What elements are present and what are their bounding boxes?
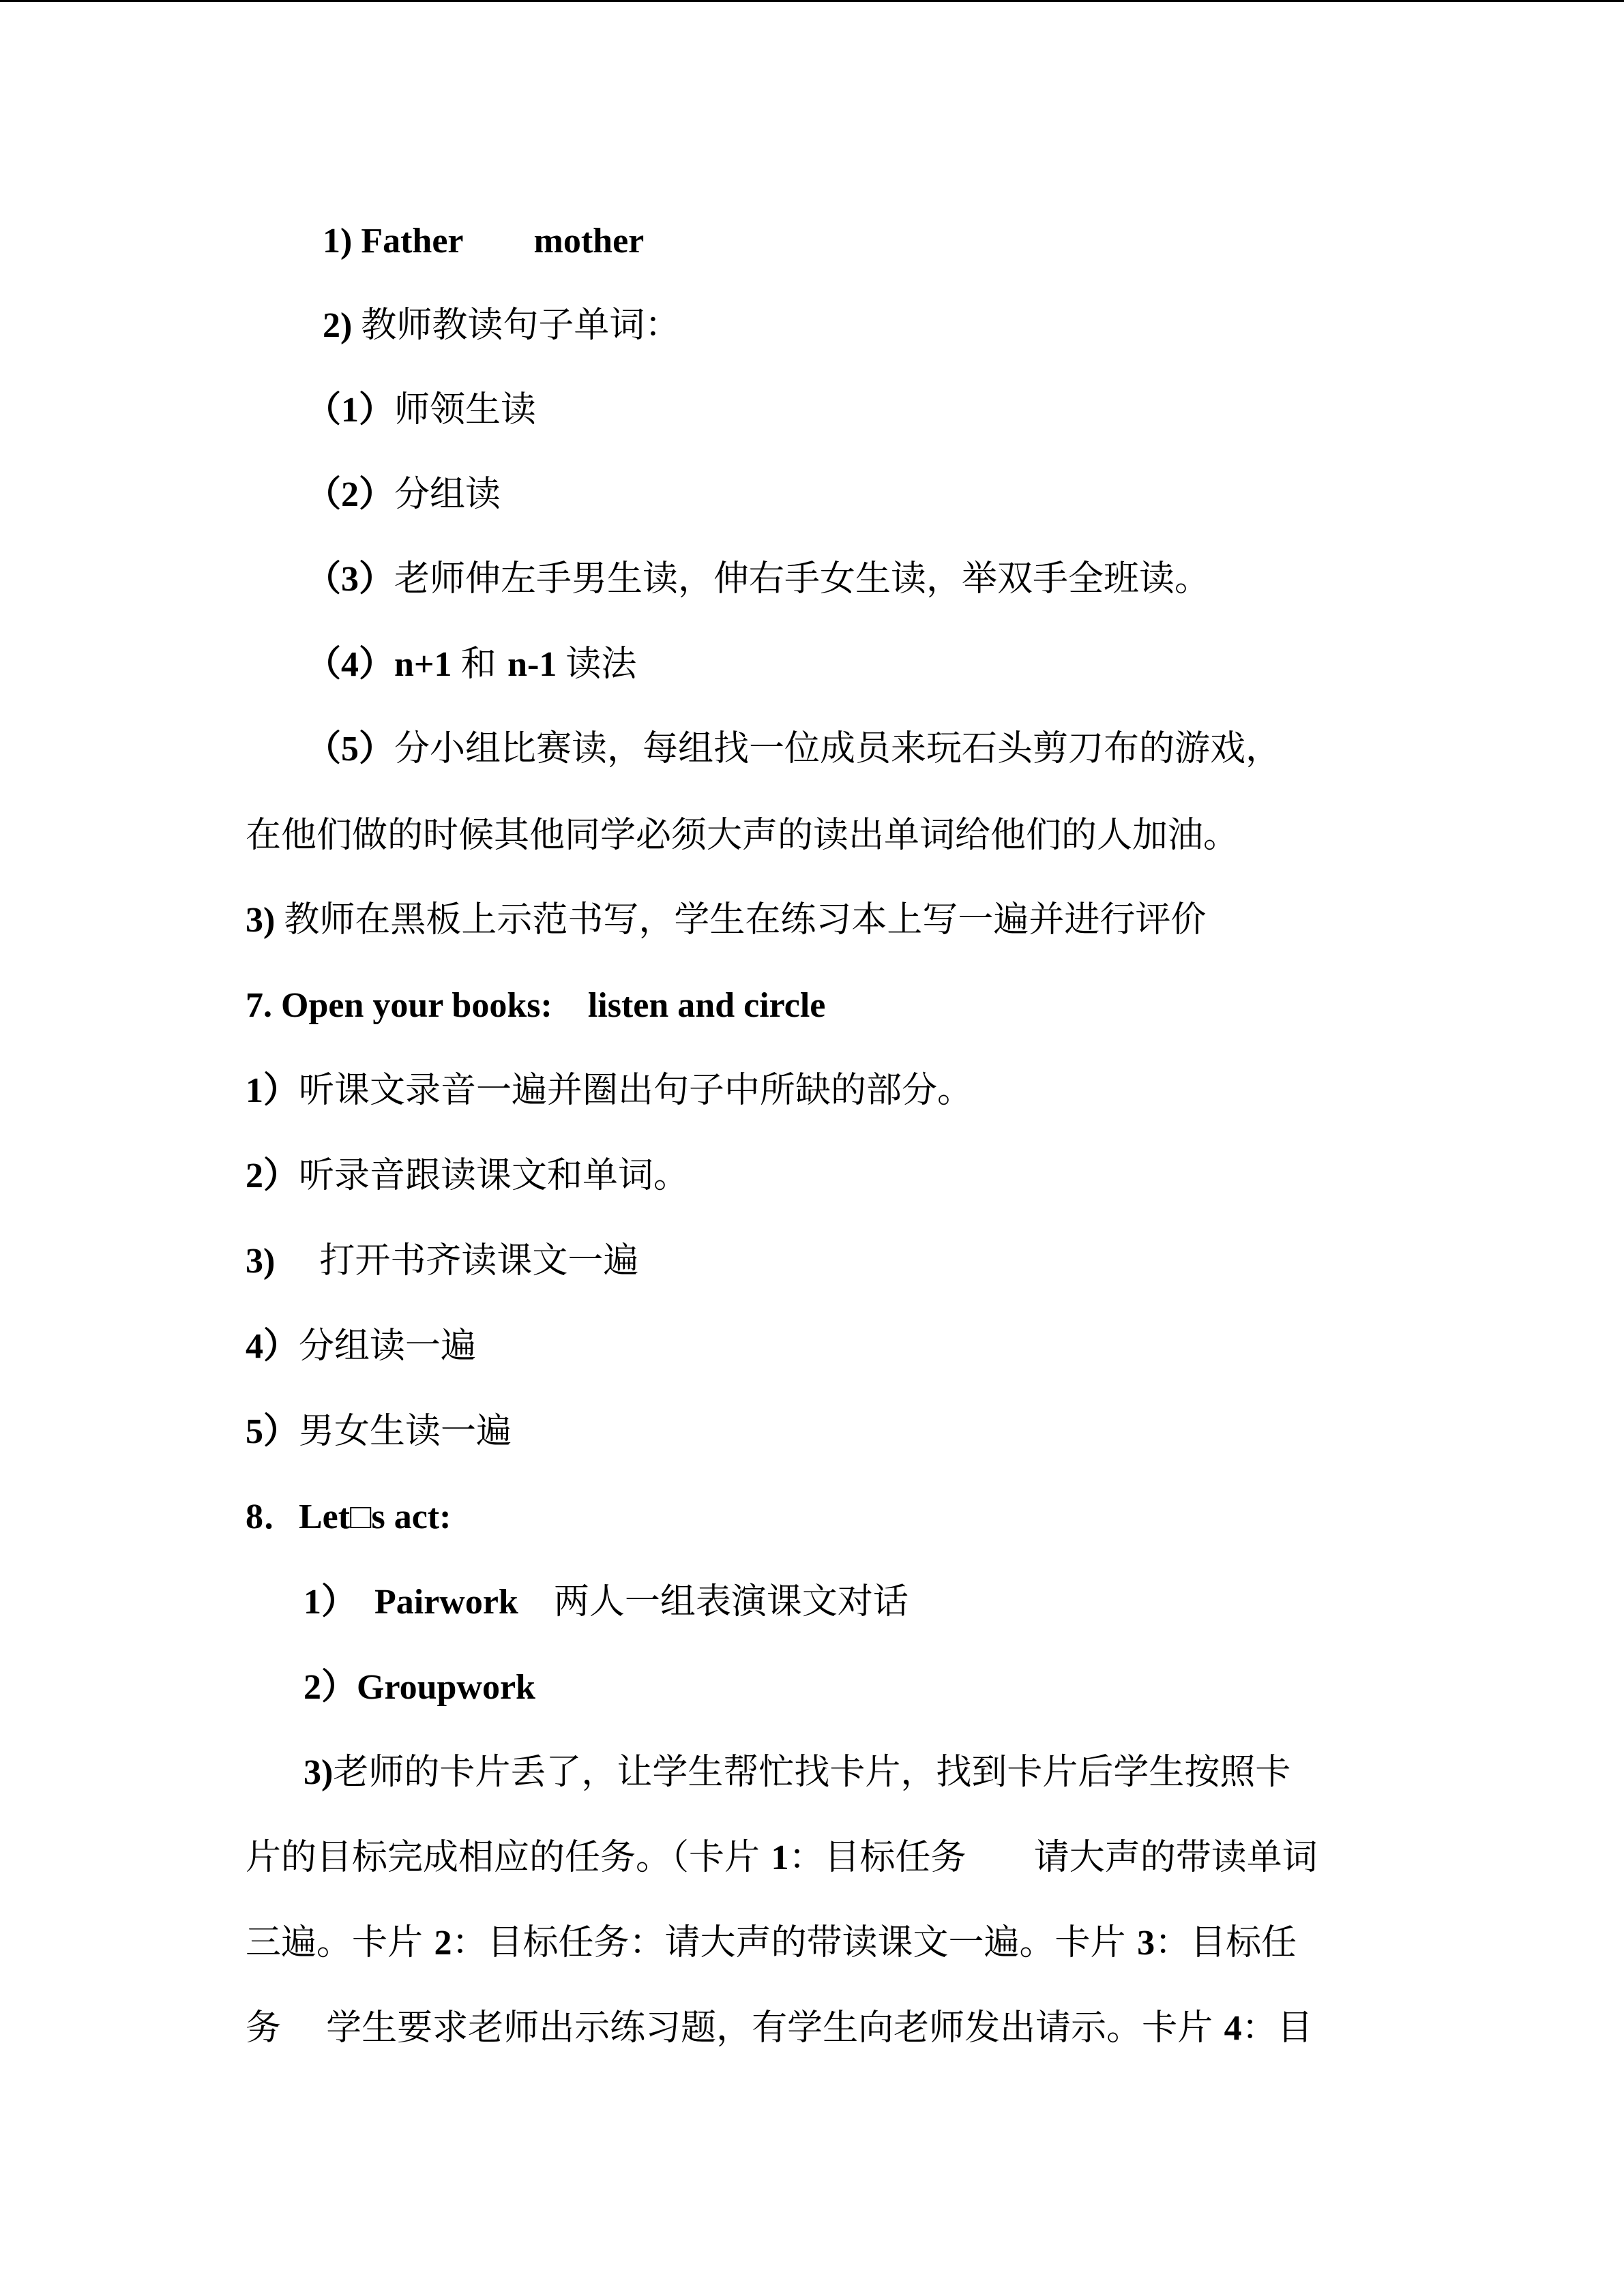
- text-line: [246, 1069, 973, 1112]
- text-line: [306, 389, 536, 431]
- line-bold: 2）Groupwork: [304, 1668, 535, 1707]
- line-text: 教师教读句子单词：: [361, 305, 681, 346]
- line-bold: 3): [304, 1753, 334, 1792]
- text-line: [246, 899, 1206, 941]
- line-text: 务 学生要求老师出示练习题，有学生向老师发出请示。卡片: [246, 2008, 1224, 2048]
- line-bold: 3): [246, 901, 284, 940]
- line-text: 听课文录音一遍并圈出句子中所缺的部分。: [299, 1070, 973, 1111]
- line-text: 和: [460, 644, 508, 685]
- line-bold-2: 2: [434, 1924, 452, 1963]
- line-bold: （5）: [306, 730, 395, 769]
- page-top-border: [0, 0, 1624, 2]
- line-bold-2: n-1: [507, 645, 566, 684]
- section-heading: [246, 1495, 451, 1538]
- line-text: 听录音跟读课文和单词。: [299, 1155, 690, 1196]
- line-text: 三遍。卡片: [246, 1922, 434, 1963]
- line-text: 片的目标完成相应的任务。（卡片: [246, 1837, 771, 1878]
- text-line: [306, 728, 1281, 770]
- line-text: 分小组比赛读，每组找一位成员来玩石头剪刀布的游戏，: [394, 728, 1282, 769]
- line-text: 男女生读一遍: [299, 1411, 512, 1452]
- text-line: [323, 220, 644, 262]
- line-bold: 2）: [246, 1157, 299, 1195]
- text-line: [246, 1922, 1297, 1964]
- line-bold-3: 3: [1137, 1924, 1155, 1963]
- line-bold: 1) Father mother: [323, 222, 645, 260]
- line-text: 两人一组表演课文对话: [553, 1581, 909, 1622]
- line-bold: （3）: [306, 560, 395, 599]
- text-line: [306, 558, 1210, 600]
- line-text: 在他们做的时候其他同学必须大声的读出单词给他们的人加油。: [246, 815, 1239, 856]
- line-text-2: ：目标任务：请大声的带读课文一遍。卡片: [452, 1922, 1138, 1963]
- text-line: [304, 1751, 1290, 1793]
- line-text: 老师的卡片丢了，让学生帮忙找卡片，找到卡片后学生按照卡: [333, 1752, 1291, 1793]
- line-text: 打开书齐读课文一遍: [319, 1240, 639, 1281]
- line-bold: 2): [323, 306, 361, 345]
- text-line: [246, 1325, 476, 1367]
- line-bold: （4）n+1: [306, 645, 461, 684]
- text-line: [246, 1240, 638, 1282]
- line-text: 分组读: [394, 474, 501, 515]
- text-line: [304, 1581, 909, 1623]
- text-line: [246, 814, 1239, 856]
- line-text-3: ：目标任: [1155, 1922, 1297, 1963]
- line-text-2: ：目: [1241, 2008, 1313, 2048]
- text-line: [306, 643, 636, 685]
- line-text: 教师在黑板上示范书写，学生在练习本上写一遍并进行评价: [284, 899, 1207, 940]
- line-bold: 4）: [246, 1327, 299, 1366]
- text-line: [323, 304, 680, 346]
- line-text: 师领生读: [394, 389, 537, 430]
- text-line: [246, 1154, 689, 1197]
- line-bold: （2）: [306, 475, 395, 514]
- line-bold: 7. Open your books: listen and circle: [246, 986, 826, 1025]
- line-text: 分组读一遍: [299, 1326, 477, 1367]
- line-bold-2: 4: [1224, 2009, 1242, 2048]
- line-bold: 8．Let□s act:: [246, 1497, 452, 1536]
- line-bold-2: 1: [771, 1838, 789, 1877]
- section-heading: [246, 984, 825, 1026]
- text-line: [306, 473, 501, 516]
- line-text-2: ：目标任务 请大声的带读单词: [788, 1837, 1318, 1878]
- text-line: [246, 1410, 512, 1452]
- line-bold: 5）: [246, 1412, 299, 1451]
- line-text-2: 读法: [565, 644, 637, 685]
- line-bold: 3): [246, 1242, 320, 1281]
- line-bold: 1）: [246, 1071, 299, 1110]
- text-line: [246, 1836, 1318, 1879]
- line-bold: （1）: [306, 391, 395, 430]
- text-line: [246, 2007, 1313, 2049]
- line-bold: 1） Pairwork: [304, 1583, 554, 1622]
- text-line: [304, 1666, 535, 1708]
- line-text: 老师伸左手男生读，伸右手女生读，举双手全班读。: [394, 558, 1211, 599]
